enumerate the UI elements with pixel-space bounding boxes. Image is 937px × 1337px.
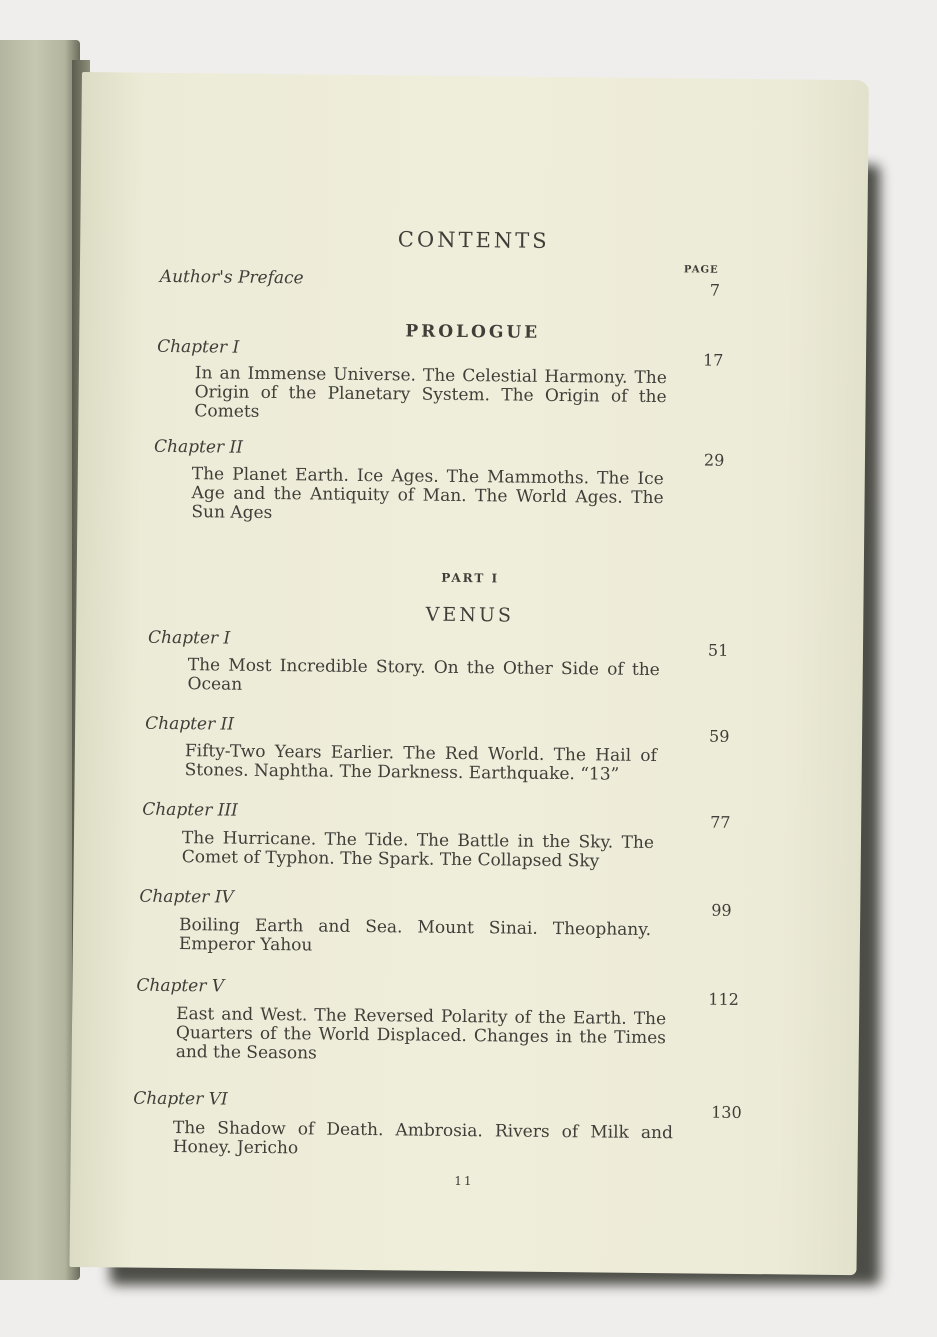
chapter-page: 112 bbox=[708, 989, 739, 1009]
part-heading: VENUS bbox=[425, 603, 515, 627]
chapter-page: 51 bbox=[707, 640, 729, 660]
part-label: PART I bbox=[441, 570, 500, 586]
chapter-summary: East and West. The Reversed Polarity of the Earth. The Quarters of the World Displaced. Changes in the Times and the Seasons bbox=[175, 1004, 667, 1064]
chapter-page: 17 bbox=[702, 350, 724, 370]
chapter-label: Chapter II bbox=[145, 713, 235, 735]
preface-page: 7 bbox=[709, 280, 721, 300]
chapter-page: 99 bbox=[711, 900, 732, 920]
contents-page bbox=[69, 72, 868, 1275]
page-folio: 11 bbox=[454, 1173, 474, 1189]
chapter-summary: Boiling Earth and Sea. Mount Sinai. Theophany. Emperor Yahou bbox=[178, 915, 652, 956]
chapter-label: Chapter I bbox=[157, 336, 240, 358]
chapter-summary: Fifty-Two Years Earlier. The Red World. The Hail of Stones. Naphtha. The Darkness. Earthquake. “13” bbox=[184, 741, 657, 785]
chapter-summary: The Most Incredible Story. On the Other Side of the Ocean bbox=[187, 655, 660, 695]
chapter-label: Chapter I bbox=[147, 627, 231, 649]
chapter-label: Chapter II bbox=[153, 436, 244, 458]
chapter-label: Chapter III bbox=[142, 799, 238, 821]
chapter-summary: In an Immense Universe. The Celestial Harmony. The Origin of the Planetary System. The Origin of the Comets bbox=[194, 363, 667, 422]
chapter-page: 130 bbox=[711, 1102, 742, 1122]
chapter-page: 77 bbox=[710, 812, 731, 832]
chapter-label: Chapter VI bbox=[133, 1088, 228, 1110]
chapter-page: 29 bbox=[703, 450, 725, 470]
chapter-label: Chapter IV bbox=[139, 886, 234, 908]
page-title: CONTENTS bbox=[397, 227, 550, 253]
preface-label: Author's Preface bbox=[159, 266, 304, 289]
chapter-summary: The Shadow of Death. Ambrosia. Rivers of Milk and Honey. Jericho bbox=[172, 1118, 674, 1159]
chapter-summary: The Hurricane. The Tide. The Battle in the Sky. The Comet of Typhon. The Spark. The Collapsed Sky bbox=[181, 828, 655, 872]
chapter-label: Chapter V bbox=[136, 975, 225, 997]
chapter-summary: The Planet Earth. Ice Ages. The Mammoths. The Ice Age and the Antiquity of Man. The World Ages. The Sun Ages bbox=[191, 464, 664, 524]
prologue-heading: PROLOGUE bbox=[405, 321, 541, 343]
page-column-label: PAGE bbox=[683, 264, 719, 276]
left-page-edge bbox=[0, 40, 80, 1280]
chapter-page: 59 bbox=[708, 726, 730, 746]
